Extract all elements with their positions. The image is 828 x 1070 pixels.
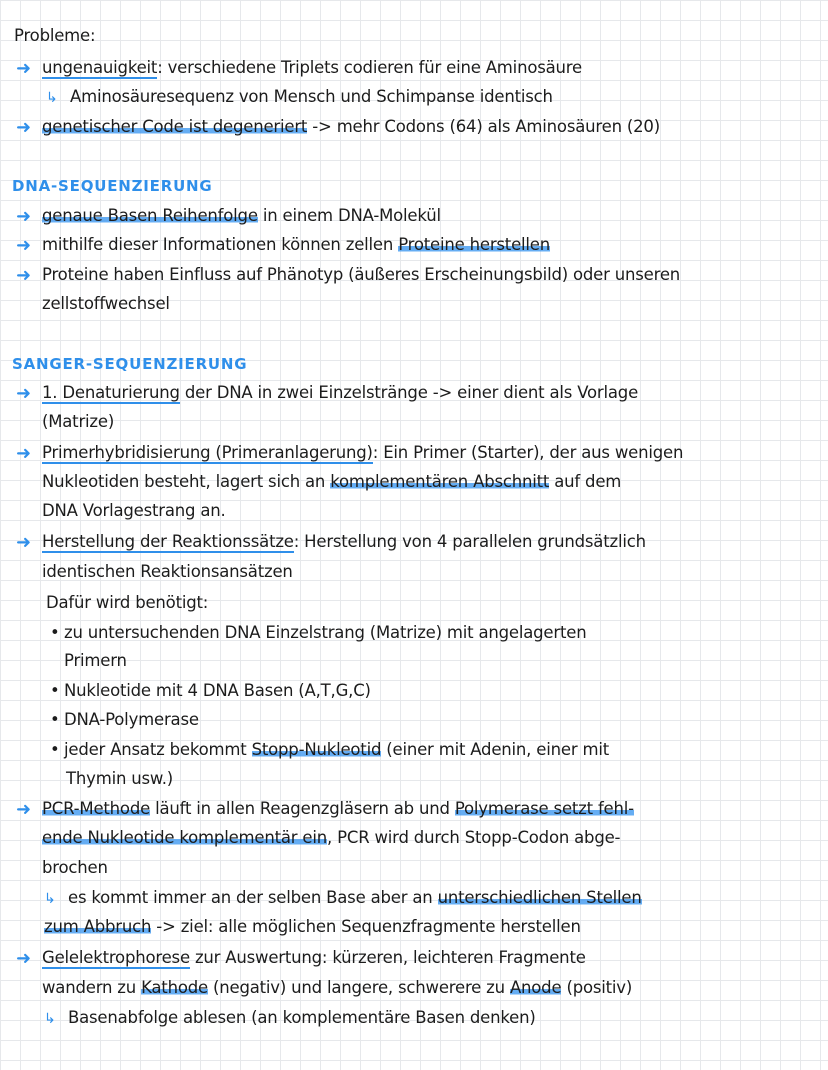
section-title-dna: DNA-SEQUENZIERUNG [12,177,213,195]
bullet-3: • DNA-Polymerase [50,708,199,732]
sanger-step-3: ➜ Herstellung der Reaktionssätze: Herstellung von 4 parallelen grundsätzlich [16,532,646,553]
arrow-icon: ➜ [16,206,31,227]
arrow-icon: ➜ [16,383,31,404]
sanger-step-4-line2: ende Nukleotide komplementär ein, PCR wird durch Stopp-Codon abge- [42,828,621,847]
arrow-icon: ➜ [16,443,31,464]
sanger-step-5-line2: wandern zu Kathode (negativ) und langere, schwerere zu Anode (positiv) [42,978,633,997]
sanger-step-2: ➜ Primerhybridisierung (Primeranlagerung): Ein Primer (Starter), der aus wenigen [16,443,684,464]
sanger-step-2-line3: DNA Vorlagestrang an. [42,501,226,520]
arrow-icon: ➜ [16,799,31,820]
sanger-step-1-line2: (Matrize) [42,412,115,431]
sub-arrow-icon: ↳ [44,1011,56,1027]
bullet-dot-icon: • [50,681,60,700]
section-title-sanger: SANGER-SEQUENZIERUNG [12,355,248,373]
arrow-icon: ➜ [16,117,31,138]
dna-item-3: ➜ Proteine haben Einfluss auf Phänotyp (äußeres Erscheinungsbild) oder unseren [16,265,681,286]
dna-item-3-line2: zellstoffwechsel [42,294,170,313]
bullet-1-line2: Primern [64,651,127,670]
sub-arrow-icon: ↳ [44,891,56,907]
arrow-icon: ➜ [16,58,31,79]
bullet-4-line2: Thymin usw.) [66,769,173,788]
bullet-1: • zu untersuchenden DNA Einzelstrang (Matrize) mit angelagerten [50,621,586,645]
sanger-step-4-sub-line2: zum Abbruch -> ziel: alle möglichen Sequenzfragmente herstellen [44,917,581,936]
probleme-item-2: ➜ genetischer Code ist degeneriert -> mehr Codons (64) als Aminosäuren (20) [16,117,660,138]
sanger-step-4-line3: brochen [42,858,108,877]
bullet-4: • jeder Ansatz bekommt Stopp-Nukleotid (einer mit Adenin, einer mit [50,738,609,762]
sanger-step-1: ➜ 1. Denaturierung der DNA in zwei Einzelstränge -> einer dient als Vorlage [16,383,639,404]
bullet-dot-icon: • [50,710,60,729]
probleme-item-1: ➜ ungenauigkeit: verschiedene Triplets codieren für eine Aminosäure [16,58,582,79]
sub-arrow-icon: ↳ [46,90,58,106]
sanger-step-5-sub: ↳ Basenabfolge ablesen (an komplementäre Basen denken) [44,1006,536,1031]
sanger-step-2-line2: Nukleotiden besteht, lagert sich an komplementären Abschnitt auf dem [42,472,622,491]
sanger-step-4: ➜ PCR-Methode läuft in allen Reagenzgläsern ab und Polymerase setzt fehl- [16,799,634,820]
section-title-probleme: Probleme: [14,26,96,45]
sanger-step-3-line3: Dafür wird benötigt: [46,593,209,612]
arrow-icon: ➜ [16,948,31,969]
arrow-icon: ➜ [16,532,31,553]
sanger-step-3-line2: identischen Reaktionsansätzen [42,562,293,581]
arrow-icon: ➜ [16,265,31,286]
bullet-2: • Nukleotide mit 4 DNA Basen (A,T,G,C) [50,679,371,703]
probleme-item-1-sub: ↳ Aminosäuresequenz von Mensch und Schimpanse identisch [46,85,553,110]
dna-item-1: ➜ genaue Basen Reihenfolge in einem DNA-Molekül [16,206,441,227]
bullet-dot-icon: • [50,623,60,642]
sanger-step-4-sub: ↳ es kommt immer an der selben Base aber an unterschiedlichen Stellen [44,886,642,911]
arrow-icon: ➜ [16,235,31,256]
bullet-dot-icon: • [50,740,60,759]
dna-item-2: ➜ mithilfe dieser Informationen können zellen Proteine herstellen [16,235,551,256]
sanger-step-5: ➜ Gelelektrophorese zur Auswertung: kürzeren, leichteren Fragmente [16,948,586,969]
